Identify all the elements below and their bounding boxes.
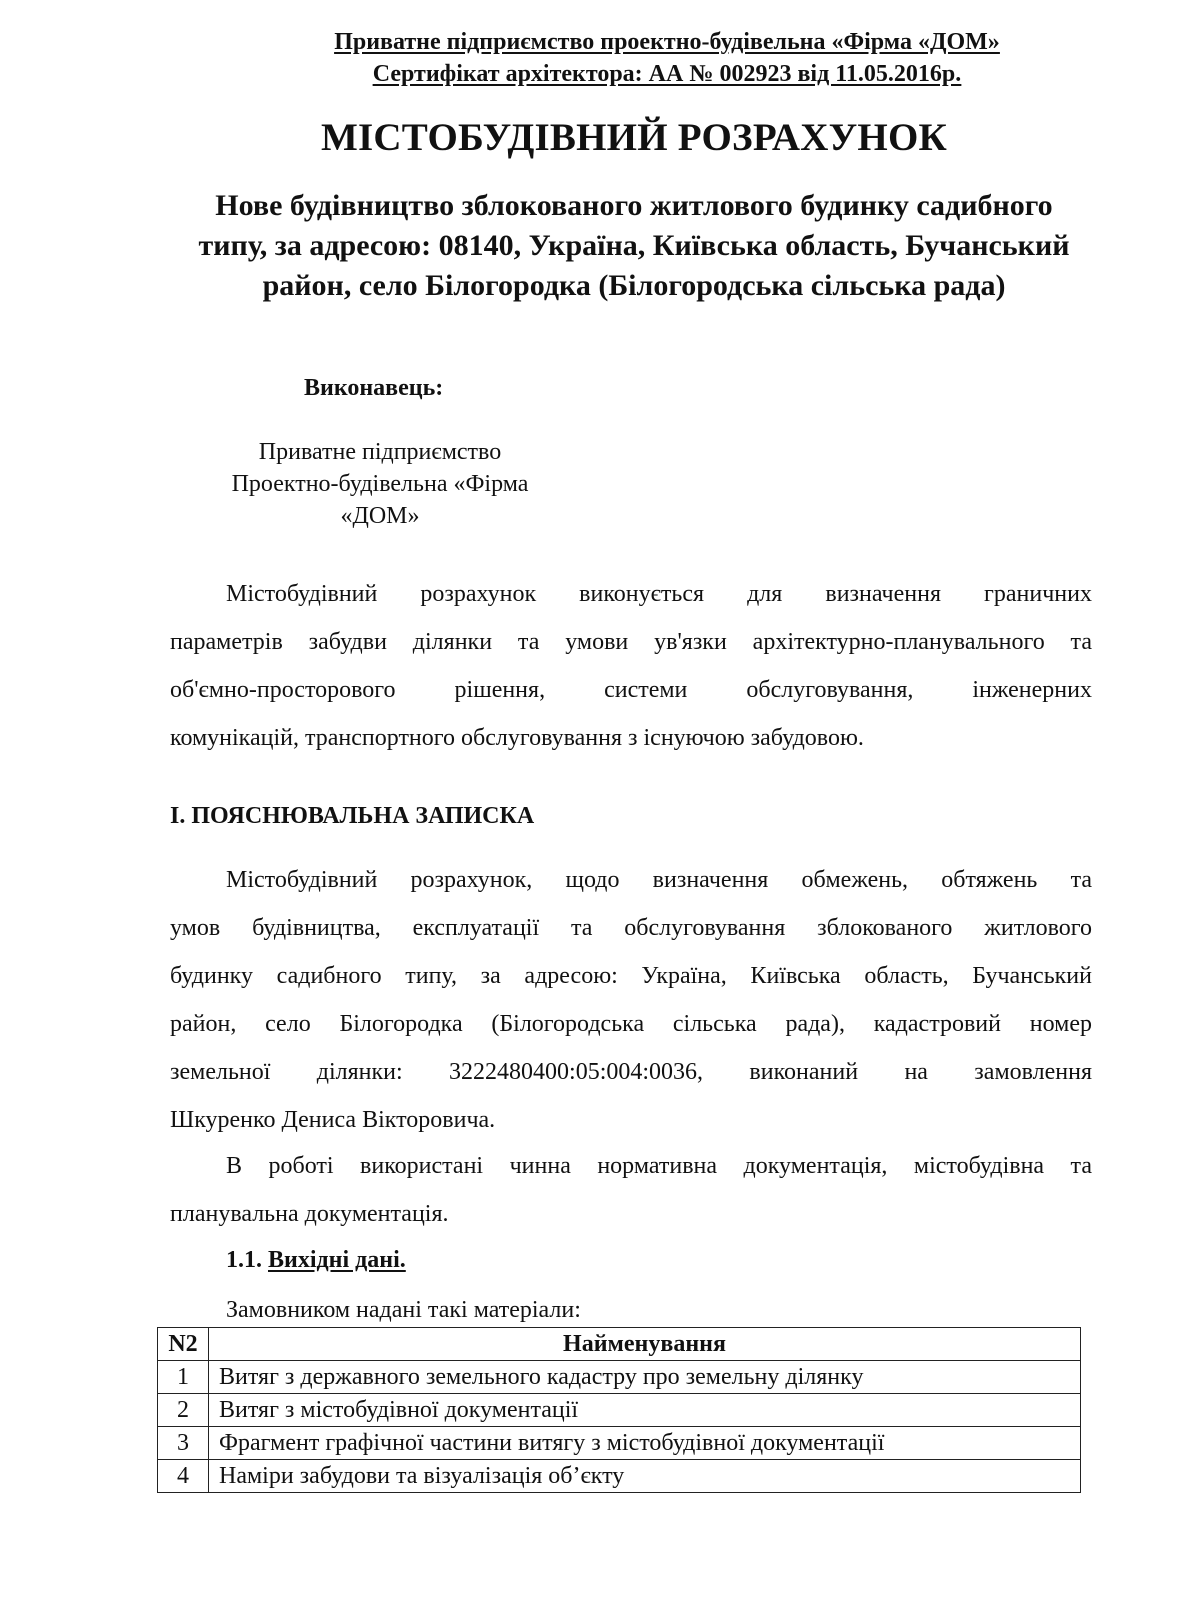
row-name: Витяг з державного земельного кадастру про земельну ділянку	[209, 1361, 1081, 1394]
executor-org-line-2: Проектно-будівельна «Фірма	[231, 471, 529, 497]
row-number: 1	[158, 1361, 209, 1394]
subsection-number: 1.1.	[226, 1247, 262, 1273]
paragraph-line: Містобудівний розрахунок, щодо визначення обмежень, обтяжень та	[226, 867, 1092, 893]
table-header-row	[158, 1328, 1081, 1361]
subtitle-line-2: типу, за адресою: 08140, Україна, Київська область, Бучанський	[198, 229, 1070, 262]
executor-organization	[190, 436, 570, 532]
row-number: 3	[158, 1427, 209, 1460]
document-title: МІСТОБУДІВНИЙ РОЗРАХУНОК	[321, 116, 947, 159]
column-header-name: Найменування	[209, 1328, 1081, 1361]
paragraph-line: комунікацій, транспортного обслуговування з існуючою забудовою.	[170, 725, 864, 751]
paragraph-line: район, село Білогородка (Білогородська сільська рада), кадастровий номер	[170, 1011, 1092, 1037]
intro-paragraph	[170, 570, 1092, 762]
subsection-title: Вихідні дані.	[268, 1247, 406, 1273]
paragraph-line: об'ємно-просторового рішення, системи обслуговування, інженерних	[170, 677, 1092, 703]
materials-table	[157, 1327, 1081, 1493]
row-number: 2	[158, 1394, 209, 1427]
subsection-heading	[226, 1242, 406, 1278]
paragraph-line: Містобудівний розрахунок виконується для визначення граничних	[226, 581, 1092, 607]
executor-label: Виконавець:	[304, 375, 444, 401]
paragraph-line: будинку садибного типу, за адресою: Україна, Київська область, Бучанський	[170, 963, 1092, 989]
row-name: Витяг з містобудівної документації	[209, 1394, 1081, 1427]
subtitle-line-1: Нове будівництво зблокованого житлового будинку садибного	[215, 189, 1053, 222]
executor-org-line-1: Приватне підприємство	[258, 439, 502, 465]
row-name: Наміри забудови та візуалізація об’єкту	[209, 1460, 1081, 1493]
executor-org-line-3: «ДОМ»	[340, 503, 420, 529]
header-company-name: Приватне підприємство проектно-будівельна «Фірма «ДОМ»	[334, 29, 1000, 55]
materials-intro: Замовником надані такі матеріали:	[226, 1297, 581, 1323]
section-heading: І. ПОЯСНЮВАЛЬНА ЗАПИСКА	[170, 803, 535, 829]
explanatory-paragraph-2	[170, 1142, 1092, 1238]
row-name: Фрагмент графічної частини витягу з містобудівної документації	[209, 1427, 1081, 1460]
paragraph-line: Шкуренко Дениса Вікторовича.	[170, 1107, 496, 1133]
explanatory-paragraph-1	[170, 856, 1092, 1144]
paragraph-line: планувальна документація.	[170, 1201, 449, 1227]
document-subtitle	[160, 186, 1108, 306]
paragraph-line: параметрів забудви ділянки та умови ув'язки архітектурно-планувального та	[170, 629, 1092, 655]
row-number: 4	[158, 1460, 209, 1493]
table-row	[158, 1427, 1081, 1460]
paragraph-line: умов будівництва, експлуатації та обслуговування зблокованого житлового	[170, 915, 1092, 941]
paragraph-line: В роботі використані чинна нормативна документація, містобудівна та	[226, 1153, 1092, 1179]
header-certificate: Сертифікат архітектора: АА № 002923 від 11.05.2016р.	[372, 61, 962, 87]
document-header	[170, 26, 1098, 90]
table-row	[158, 1361, 1081, 1394]
table-row	[158, 1394, 1081, 1427]
column-header-number: N2	[158, 1328, 209, 1361]
paragraph-line: земельної ділянки: 3222480400:05:004:0036, виконаний на замовлення	[170, 1059, 1092, 1085]
table-row	[158, 1460, 1081, 1493]
subtitle-line-3: район, село Білогородка (Білогородська сільська рада)	[262, 269, 1006, 302]
